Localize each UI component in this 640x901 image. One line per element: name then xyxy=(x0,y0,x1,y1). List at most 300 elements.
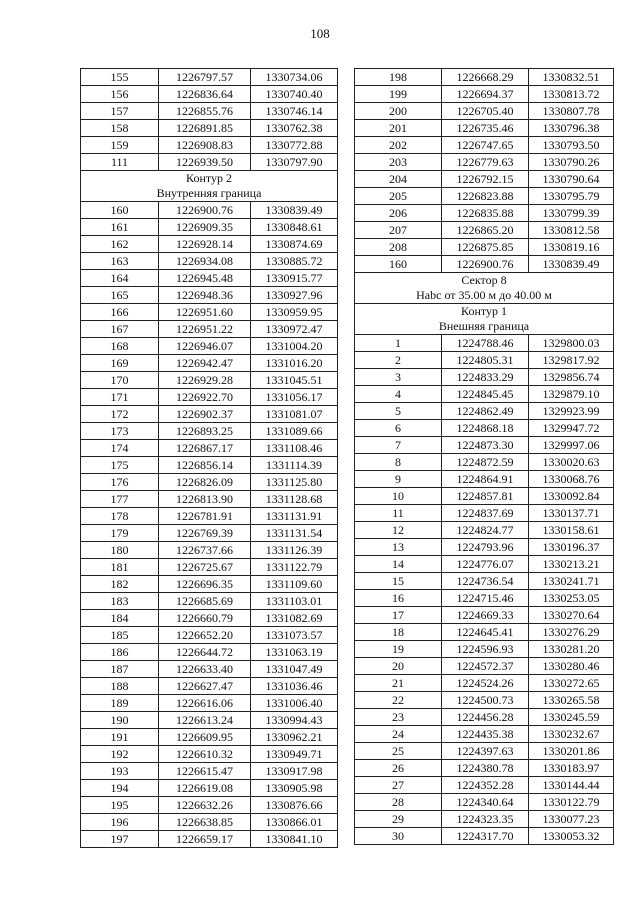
point-number-cell: 194 xyxy=(81,780,159,797)
y-coordinate-cell: 1330839.49 xyxy=(251,202,338,219)
section-header-cell xyxy=(355,304,614,335)
table-row xyxy=(355,709,614,726)
table-row xyxy=(81,103,338,120)
x-coordinate-cell: 1226942.47 xyxy=(159,355,251,372)
y-coordinate-cell: 1330281.20 xyxy=(529,641,614,658)
table-row xyxy=(81,69,338,86)
x-coordinate-cell: 1226813.90 xyxy=(159,491,251,508)
point-number-cell: 23 xyxy=(355,709,442,726)
y-coordinate-cell: 1330874.69 xyxy=(251,236,338,253)
y-coordinate-cell: 1331109.60 xyxy=(251,576,338,593)
x-coordinate-cell: 1226610.32 xyxy=(159,746,251,763)
point-number-cell: 179 xyxy=(81,525,159,542)
section-header-cell xyxy=(355,273,614,304)
section-header-line: Сектор 8 xyxy=(461,273,507,287)
y-coordinate-cell: 1330068.76 xyxy=(529,471,614,488)
x-coordinate-cell: 1224736.54 xyxy=(442,573,529,590)
x-coordinate-cell: 1226867.17 xyxy=(159,440,251,457)
point-number-cell: 197 xyxy=(81,831,159,848)
point-number-cell: 173 xyxy=(81,423,159,440)
point-number-cell: 195 xyxy=(81,797,159,814)
table-row xyxy=(355,335,614,352)
table-row xyxy=(81,491,338,508)
x-coordinate-cell: 1226902.37 xyxy=(159,406,251,423)
point-number-cell: 178 xyxy=(81,508,159,525)
point-number-cell: 175 xyxy=(81,457,159,474)
section-header-line: Внутренняя граница xyxy=(156,186,262,200)
x-coordinate-cell: 1226946.07 xyxy=(159,338,251,355)
y-coordinate-cell: 1330790.26 xyxy=(529,154,614,171)
x-coordinate-cell: 1226613.24 xyxy=(159,712,251,729)
point-number-cell: 159 xyxy=(81,137,159,154)
point-number-cell: 185 xyxy=(81,627,159,644)
y-coordinate-cell: 1330796.38 xyxy=(529,120,614,137)
table-row xyxy=(355,505,614,522)
point-number-cell: 206 xyxy=(355,205,442,222)
y-coordinate-cell: 1331089.66 xyxy=(251,423,338,440)
point-number-cell: 161 xyxy=(81,219,159,236)
y-coordinate-cell: 1331036.46 xyxy=(251,678,338,695)
table-row xyxy=(355,607,614,624)
y-coordinate-cell: 1330092.84 xyxy=(529,488,614,505)
x-coordinate-cell: 1226638.85 xyxy=(159,814,251,831)
section-header-row xyxy=(355,273,614,304)
y-coordinate-cell: 1330201.86 xyxy=(529,743,614,760)
point-number-cell: 182 xyxy=(81,576,159,593)
point-number-cell: 166 xyxy=(81,304,159,321)
y-coordinate-cell: 1331082.69 xyxy=(251,610,338,627)
x-coordinate-cell: 1226685.69 xyxy=(159,593,251,610)
x-coordinate-cell: 1226856.14 xyxy=(159,457,251,474)
y-coordinate-cell: 1330876.66 xyxy=(251,797,338,814)
x-coordinate-cell: 1224868.18 xyxy=(442,420,529,437)
section-header-line: Нabс от 35.00 м до 40.00 м xyxy=(416,288,552,302)
table-row xyxy=(81,202,338,219)
table-row xyxy=(81,780,338,797)
table-row xyxy=(355,573,614,590)
point-number-cell: 1 xyxy=(355,335,442,352)
table-row xyxy=(81,593,338,610)
x-coordinate-cell: 1226900.76 xyxy=(159,202,251,219)
table-row xyxy=(81,120,338,137)
table-row xyxy=(81,219,338,236)
point-number-cell: 200 xyxy=(355,103,442,120)
table-row xyxy=(81,678,338,695)
point-number-cell: 8 xyxy=(355,454,442,471)
point-number-cell: 199 xyxy=(355,86,442,103)
point-number-cell: 5 xyxy=(355,403,442,420)
point-number-cell: 176 xyxy=(81,474,159,491)
point-number-cell: 193 xyxy=(81,763,159,780)
table-row xyxy=(81,797,338,814)
x-coordinate-cell: 1226694.37 xyxy=(442,86,529,103)
y-coordinate-cell: 1330232.67 xyxy=(529,726,614,743)
table-row xyxy=(355,675,614,692)
x-coordinate-cell: 1224857.81 xyxy=(442,488,529,505)
x-coordinate-cell: 1226797.57 xyxy=(159,69,251,86)
x-coordinate-cell: 1226660.79 xyxy=(159,610,251,627)
point-number-cell: 16 xyxy=(355,590,442,607)
y-coordinate-cell: 1330144.44 xyxy=(529,777,614,794)
x-coordinate-cell: 1226633.40 xyxy=(159,661,251,678)
point-number-cell: 162 xyxy=(81,236,159,253)
x-coordinate-cell: 1226644.72 xyxy=(159,644,251,661)
y-coordinate-cell: 1330265.58 xyxy=(529,692,614,709)
table-row xyxy=(355,777,614,794)
x-coordinate-cell: 1226908.83 xyxy=(159,137,251,154)
point-number-cell: 168 xyxy=(81,338,159,355)
point-number-cell: 21 xyxy=(355,675,442,692)
x-coordinate-cell: 1224524.26 xyxy=(442,675,529,692)
y-coordinate-cell: 1331056.17 xyxy=(251,389,338,406)
x-coordinate-cell: 1224837.69 xyxy=(442,505,529,522)
y-coordinate-cell: 1330772.88 xyxy=(251,137,338,154)
y-coordinate-cell: 1330270.64 xyxy=(529,607,614,624)
x-coordinate-cell: 1224715.46 xyxy=(442,590,529,607)
x-coordinate-cell: 1224500.73 xyxy=(442,692,529,709)
x-coordinate-cell: 1226769.39 xyxy=(159,525,251,542)
x-coordinate-cell: 1226893.25 xyxy=(159,423,251,440)
section-header-line: Контур 2 xyxy=(186,171,232,185)
y-coordinate-cell: 1330276.29 xyxy=(529,624,614,641)
point-number-cell: 165 xyxy=(81,287,159,304)
table-row xyxy=(81,746,338,763)
coordinates-table-right xyxy=(354,68,614,845)
table-row xyxy=(81,525,338,542)
table-row xyxy=(81,137,338,154)
table-row xyxy=(81,508,338,525)
point-number-cell: 170 xyxy=(81,372,159,389)
table-row xyxy=(355,471,614,488)
x-coordinate-cell: 1226779.63 xyxy=(442,154,529,171)
point-number-cell: 174 xyxy=(81,440,159,457)
point-number-cell: 158 xyxy=(81,120,159,137)
point-number-cell: 181 xyxy=(81,559,159,576)
x-coordinate-cell: 1224788.46 xyxy=(442,335,529,352)
table-row xyxy=(81,338,338,355)
x-coordinate-cell: 1226725.67 xyxy=(159,559,251,576)
page-number: 108 xyxy=(310,26,330,41)
x-coordinate-cell: 1224824.77 xyxy=(442,522,529,539)
y-coordinate-cell: 1331016.20 xyxy=(251,355,338,372)
section-header-cell xyxy=(81,171,338,202)
table-row xyxy=(81,474,338,491)
x-coordinate-cell: 1224456.28 xyxy=(442,709,529,726)
y-coordinate-cell: 1330762.38 xyxy=(251,120,338,137)
x-coordinate-cell: 1226781.91 xyxy=(159,508,251,525)
y-coordinate-cell: 1330949.71 xyxy=(251,746,338,763)
point-number-cell: 205 xyxy=(355,188,442,205)
table-row xyxy=(81,154,338,171)
y-coordinate-cell: 1330839.49 xyxy=(529,256,614,273)
y-coordinate-cell: 1330797.90 xyxy=(251,154,338,171)
point-number-cell: 12 xyxy=(355,522,442,539)
point-number-cell: 186 xyxy=(81,644,159,661)
x-coordinate-cell: 1224862.49 xyxy=(442,403,529,420)
y-coordinate-cell: 1330734.06 xyxy=(251,69,338,86)
x-coordinate-cell: 1224352.28 xyxy=(442,777,529,794)
x-coordinate-cell: 1226875.85 xyxy=(442,239,529,256)
point-number-cell: 2 xyxy=(355,352,442,369)
x-coordinate-cell: 1226865.20 xyxy=(442,222,529,239)
table-row xyxy=(355,188,614,205)
x-coordinate-cell: 1226939.50 xyxy=(159,154,251,171)
section-header-line: Контур 1 xyxy=(461,304,507,318)
table-row xyxy=(81,559,338,576)
table-row xyxy=(355,352,614,369)
x-coordinate-cell: 1226616.06 xyxy=(159,695,251,712)
table-row xyxy=(81,355,338,372)
table-row xyxy=(81,644,338,661)
point-number-cell: 29 xyxy=(355,811,442,828)
table-row xyxy=(81,576,338,593)
table-row xyxy=(355,811,614,828)
point-number-cell: 27 xyxy=(355,777,442,794)
x-coordinate-cell: 1226951.22 xyxy=(159,321,251,338)
table-row xyxy=(355,403,614,420)
y-coordinate-cell: 1331131.54 xyxy=(251,525,338,542)
x-coordinate-cell: 1226737.66 xyxy=(159,542,251,559)
x-coordinate-cell: 1226615.47 xyxy=(159,763,251,780)
y-coordinate-cell: 1330915.77 xyxy=(251,270,338,287)
table-row xyxy=(81,304,338,321)
point-number-cell: 156 xyxy=(81,86,159,103)
y-coordinate-cell: 1329856.74 xyxy=(529,369,614,386)
table-row xyxy=(355,726,614,743)
point-number-cell: 3 xyxy=(355,369,442,386)
point-number-cell: 17 xyxy=(355,607,442,624)
y-coordinate-cell: 1331006.40 xyxy=(251,695,338,712)
point-number-cell: 13 xyxy=(355,539,442,556)
x-coordinate-cell: 1226855.76 xyxy=(159,103,251,120)
point-number-cell: 183 xyxy=(81,593,159,610)
y-coordinate-cell: 1330158.61 xyxy=(529,522,614,539)
x-coordinate-cell: 1226627.47 xyxy=(159,678,251,695)
table-row xyxy=(355,522,614,539)
point-number-cell: 187 xyxy=(81,661,159,678)
table-row xyxy=(81,440,338,457)
y-coordinate-cell: 1330196.37 xyxy=(529,539,614,556)
point-number-cell: 160 xyxy=(81,202,159,219)
table-row xyxy=(355,137,614,154)
x-coordinate-cell: 1226619.08 xyxy=(159,780,251,797)
y-coordinate-cell: 1330866.01 xyxy=(251,814,338,831)
x-coordinate-cell: 1224864.91 xyxy=(442,471,529,488)
point-number-cell: 198 xyxy=(355,69,442,86)
y-coordinate-cell: 1331128.68 xyxy=(251,491,338,508)
y-coordinate-cell: 1330272.65 xyxy=(529,675,614,692)
point-number-cell: 184 xyxy=(81,610,159,627)
point-number-cell: 15 xyxy=(355,573,442,590)
x-coordinate-cell: 1226836.64 xyxy=(159,86,251,103)
y-coordinate-cell: 1330819.16 xyxy=(529,239,614,256)
table-row xyxy=(81,287,338,304)
table-row xyxy=(355,624,614,641)
y-coordinate-cell: 1329879.10 xyxy=(529,386,614,403)
x-coordinate-cell: 1226891.85 xyxy=(159,120,251,137)
x-coordinate-cell: 1226659.17 xyxy=(159,831,251,848)
x-coordinate-cell: 1226909.35 xyxy=(159,219,251,236)
y-coordinate-cell: 1330137.71 xyxy=(529,505,614,522)
x-coordinate-cell: 1226609.95 xyxy=(159,729,251,746)
point-number-cell: 7 xyxy=(355,437,442,454)
x-coordinate-cell: 1226951.60 xyxy=(159,304,251,321)
table-row xyxy=(355,369,614,386)
x-coordinate-cell: 1224845.45 xyxy=(442,386,529,403)
y-coordinate-cell: 1330927.96 xyxy=(251,287,338,304)
y-coordinate-cell: 1330994.43 xyxy=(251,712,338,729)
x-coordinate-cell: 1224645.41 xyxy=(442,624,529,641)
table-row xyxy=(355,205,614,222)
y-coordinate-cell: 1330241.71 xyxy=(529,573,614,590)
x-coordinate-cell: 1226929.28 xyxy=(159,372,251,389)
y-coordinate-cell: 1330813.72 xyxy=(529,86,614,103)
x-coordinate-cell: 1226705.40 xyxy=(442,103,529,120)
y-coordinate-cell: 1330905.98 xyxy=(251,780,338,797)
point-number-cell: 191 xyxy=(81,729,159,746)
point-number-cell: 207 xyxy=(355,222,442,239)
table-row xyxy=(81,695,338,712)
x-coordinate-cell: 1224596.93 xyxy=(442,641,529,658)
x-coordinate-cell: 1226948.36 xyxy=(159,287,251,304)
y-coordinate-cell: 1330077.23 xyxy=(529,811,614,828)
point-number-cell: 160 xyxy=(355,256,442,273)
table-row xyxy=(81,763,338,780)
x-coordinate-cell: 1226747.65 xyxy=(442,137,529,154)
point-number-cell: 208 xyxy=(355,239,442,256)
x-coordinate-cell: 1224793.96 xyxy=(442,539,529,556)
point-number-cell: 30 xyxy=(355,828,442,845)
y-coordinate-cell: 1331126.39 xyxy=(251,542,338,559)
x-coordinate-cell: 1224873.30 xyxy=(442,437,529,454)
table-row xyxy=(81,321,338,338)
table-row xyxy=(355,69,614,86)
table-row xyxy=(355,590,614,607)
y-coordinate-cell: 1330832.51 xyxy=(529,69,614,86)
table-row xyxy=(355,386,614,403)
point-number-cell: 26 xyxy=(355,760,442,777)
table-row xyxy=(81,457,338,474)
table-row xyxy=(81,661,338,678)
table-row xyxy=(355,420,614,437)
table-row xyxy=(355,103,614,120)
y-coordinate-cell: 1330962.21 xyxy=(251,729,338,746)
table-row xyxy=(355,556,614,573)
y-coordinate-cell: 1330183.97 xyxy=(529,760,614,777)
y-coordinate-cell: 1330841.10 xyxy=(251,831,338,848)
section-header-line: Внешняя граница xyxy=(438,319,530,333)
y-coordinate-cell: 1330122.79 xyxy=(529,794,614,811)
table-row xyxy=(81,236,338,253)
table-row xyxy=(355,488,614,505)
y-coordinate-cell: 1329997.06 xyxy=(529,437,614,454)
y-coordinate-cell: 1330917.98 xyxy=(251,763,338,780)
table-row xyxy=(81,86,338,103)
point-number-cell: 157 xyxy=(81,103,159,120)
point-number-cell: 111 xyxy=(81,154,159,171)
x-coordinate-cell: 1224833.29 xyxy=(442,369,529,386)
y-coordinate-cell: 1330793.50 xyxy=(529,137,614,154)
x-coordinate-cell: 1226823.88 xyxy=(442,188,529,205)
table-row xyxy=(355,454,614,471)
point-number-cell: 189 xyxy=(81,695,159,712)
x-coordinate-cell: 1224340.64 xyxy=(442,794,529,811)
table-row xyxy=(355,743,614,760)
point-number-cell: 196 xyxy=(81,814,159,831)
x-coordinate-cell: 1226900.76 xyxy=(442,256,529,273)
x-coordinate-cell: 1226922.70 xyxy=(159,389,251,406)
point-number-cell: 171 xyxy=(81,389,159,406)
point-number-cell: 10 xyxy=(355,488,442,505)
point-number-cell: 9 xyxy=(355,471,442,488)
x-coordinate-cell: 1226835.88 xyxy=(442,205,529,222)
x-coordinate-cell: 1226652.20 xyxy=(159,627,251,644)
table-row xyxy=(81,814,338,831)
point-number-cell: 14 xyxy=(355,556,442,573)
point-number-cell: 203 xyxy=(355,154,442,171)
section-header-row xyxy=(81,171,338,202)
section-header-row xyxy=(355,304,614,335)
table-row xyxy=(81,423,338,440)
y-coordinate-cell: 1330959.95 xyxy=(251,304,338,321)
x-coordinate-cell: 1226668.29 xyxy=(442,69,529,86)
table-row xyxy=(355,760,614,777)
y-coordinate-cell: 1330280.46 xyxy=(529,658,614,675)
x-coordinate-cell: 1226632.26 xyxy=(159,797,251,814)
point-number-cell: 201 xyxy=(355,120,442,137)
point-number-cell: 19 xyxy=(355,641,442,658)
y-coordinate-cell: 1331125.80 xyxy=(251,474,338,491)
y-coordinate-cell: 1329947.72 xyxy=(529,420,614,437)
point-number-cell: 190 xyxy=(81,712,159,729)
point-number-cell: 204 xyxy=(355,171,442,188)
y-coordinate-cell: 1329817.92 xyxy=(529,352,614,369)
y-coordinate-cell: 1329923.99 xyxy=(529,403,614,420)
point-number-cell: 22 xyxy=(355,692,442,709)
table-row xyxy=(81,372,338,389)
table-row xyxy=(355,539,614,556)
table-row xyxy=(81,610,338,627)
point-number-cell: 163 xyxy=(81,253,159,270)
point-number-cell: 202 xyxy=(355,137,442,154)
point-number-cell: 24 xyxy=(355,726,442,743)
y-coordinate-cell: 1330972.47 xyxy=(251,321,338,338)
x-coordinate-cell: 1226945.48 xyxy=(159,270,251,287)
y-coordinate-cell: 1330020.63 xyxy=(529,454,614,471)
y-coordinate-cell: 1331122.79 xyxy=(251,559,338,576)
x-coordinate-cell: 1224776.07 xyxy=(442,556,529,573)
y-coordinate-cell: 1330807.78 xyxy=(529,103,614,120)
point-number-cell: 164 xyxy=(81,270,159,287)
point-number-cell: 25 xyxy=(355,743,442,760)
table-row xyxy=(81,831,338,848)
point-number-cell: 172 xyxy=(81,406,159,423)
x-coordinate-cell: 1226792.15 xyxy=(442,171,529,188)
x-coordinate-cell: 1224380.78 xyxy=(442,760,529,777)
table-row xyxy=(355,794,614,811)
x-coordinate-cell: 1224805.31 xyxy=(442,352,529,369)
point-number-cell: 28 xyxy=(355,794,442,811)
point-number-cell: 192 xyxy=(81,746,159,763)
point-number-cell: 18 xyxy=(355,624,442,641)
y-coordinate-cell: 1330799.39 xyxy=(529,205,614,222)
table-row xyxy=(355,658,614,675)
y-coordinate-cell: 1331073.57 xyxy=(251,627,338,644)
y-coordinate-cell: 1330253.05 xyxy=(529,590,614,607)
table-row xyxy=(81,406,338,423)
y-coordinate-cell: 1331114.39 xyxy=(251,457,338,474)
table-row xyxy=(355,86,614,103)
